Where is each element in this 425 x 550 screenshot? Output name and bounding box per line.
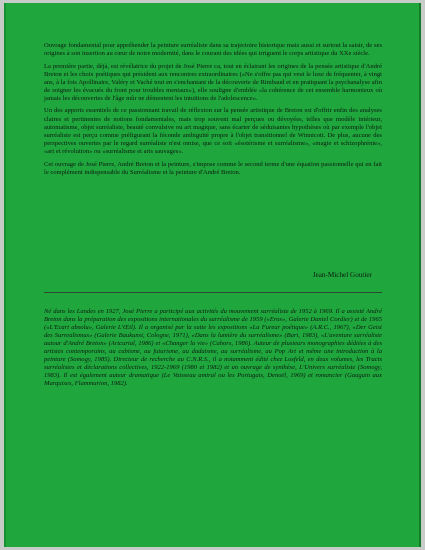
contributions-paragraph: Un des apports essentiels de ce passionnant travail de réflexion sur la pensée artistique de Breton est d'offrir enfin des analyses claires et pertinentes de notions fondamentales, mais trop souvent mal perçues ou dévoyées, telles que modèle intérieur, automatisme, objet surréaliste, beauté convulsive ou art magique, sans écarter de séduisantes hypothèses où par exemple l'objet surréaliste est perçu comme préfigurant la féconde ambiguïté propre à l'objet transitionnel de Winnicott. De plus, aucune des perspectives ouvertes par le regard surréaliste n'est omise, que ce soit «ésotérisme et surréalisme», «magie et schizophrénie», «art et révolution» ou «surréalisme et arts sauvages». — [44, 107, 382, 156]
author-signature: Jean-Michel Goutier — [312, 271, 372, 279]
author-biography: Né dans les Landes en 1927, José Pierre a participé aux activités du mouvement surréaliste de 1952 à 1969. Il a assisté André Breton dans la préparation des expositions internationales du surréalisme de 1959 («Eros», Galerie Daniel Cordier) et de 1965 («L'Ecart absolu», Galerie L'Œil). Il a organisé par la suite les expositions «La Fureur poétique» (A.R.C., 1967), «Der Geist des Surrealismus» (Galerie Baukunst, Cologne, 1971), «Dans la lumière du surréalisme» (Bari, 1983), «L'aventure surréaliste autour d'André Breton» (Artcurial, 1986) et «Changer la vie» (Cahors, 1986). Auteur de plusieurs monographies dédiées à des artistes contemporains, au cubisme, au futurisme, au dadaïsme, au surréalisme, au Pop Art et même une introduction à la peinture (Somogy, 1985). Directeur de recherche au C.N.R.S., il a notamment édité chez Losfeld, en deux volumes, les Tracts surréalistes et déclarations collectives, 1922-1969 (1980 et 1982) et un ouvrage de synthèse, L'Univers surréaliste (Somogy, 1983). Il est également auteur dramatique (Le Vaisseau amiral ou les Portugais, Denoël, 1969) et romancier (Gauguin aux Marquises, Flammarion, 1982). — [44, 308, 382, 388]
cover-edge — [4, 3, 6, 547]
divider-rule — [44, 292, 382, 293]
conclusion-paragraph: Cet ouvrage de José Pierre, André Breton et la peinture, s'impose comme le second terme d'une équation passionnelle qui en fait le complément indispensable du Surréalisme et la peinture d'André Breton. — [44, 160, 382, 176]
intro-paragraph: Ouvrage fondamental pour appréhender la peinture surréaliste dans sa trajectoire historique mais aussi et surtout la saisir, de ses origines à son insertion au cœur de notre modernité, dans le courant des idées qui irriguent le corps artistique du XXe siècle. — [44, 42, 382, 58]
part-one-paragraph: La première partie, déjà, est révélatrice du projet de José Pierre ca, tout en éclairant les origines de la pensée artistique d'André Breton et les choix poétiques qui président aux rencontres extraordinaires («Ne s'offre pas qui veut le luxe de fréquenter, à vingt ans, à la fois Apollinaire, Valéry et Vaché tout en s'enchantant de la découverte de Rimbaud et en pratiquant la psychanalyse afin de soigner les évacués du front pour troubles mentaux»), elle souligne d'emblée «la cohérence de cet ensemble harmonieux où jamais les découvertes de l'âge mûr ne démentent les intuitions de l'adolescence». — [44, 62, 382, 103]
blurb-text — [44, 42, 382, 181]
